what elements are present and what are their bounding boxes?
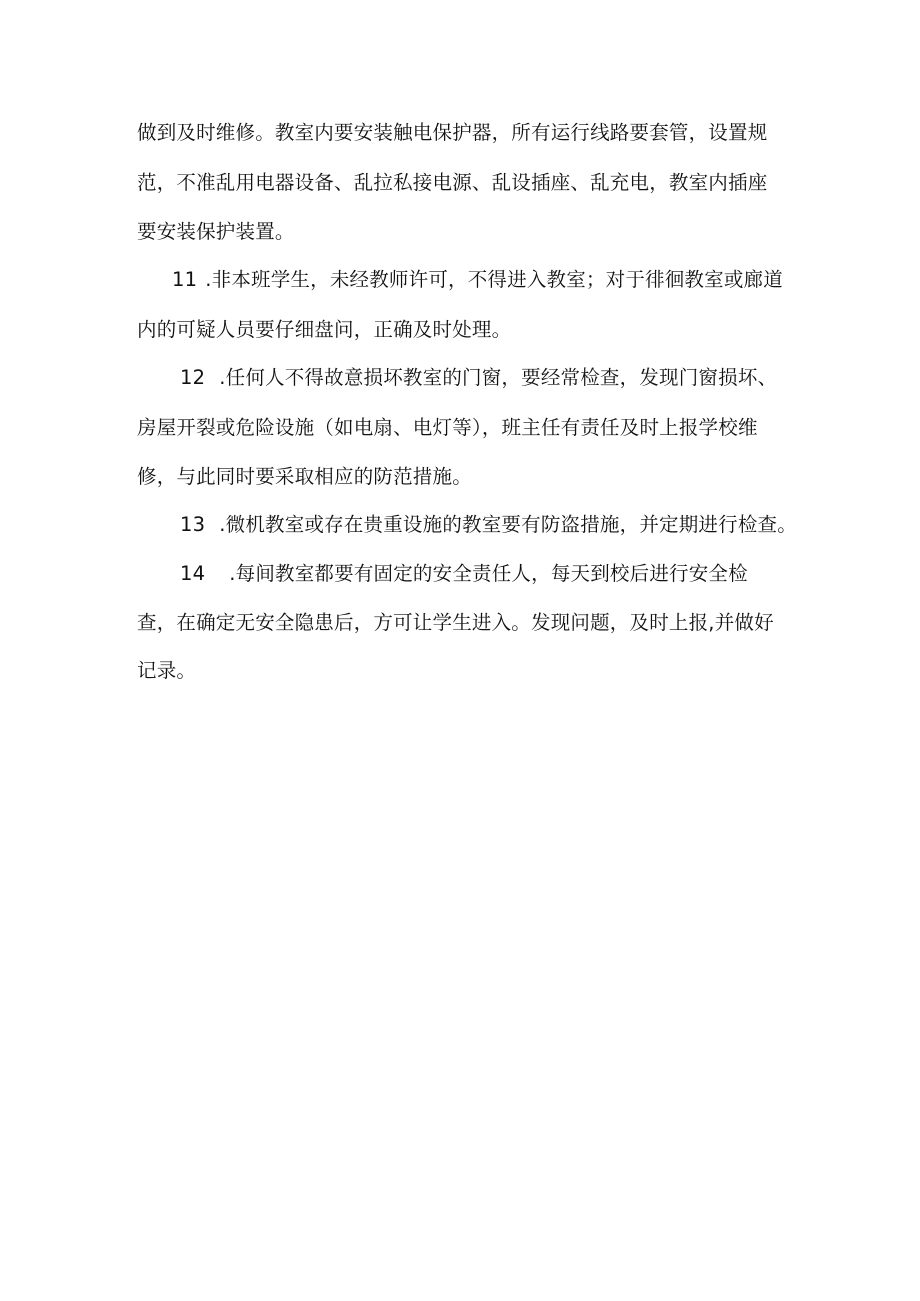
item-11-line-1 [172, 268, 783, 292]
paragraph-1-line-2: 范，不准乱用电器设备、乱拉私接电源、乱设插座、乱充电，教室内插座 [137, 171, 768, 194]
item-14-line-3: 记录。 [137, 659, 197, 682]
item-11-line-2: 内的可疑人员要仔细盘问，正确及时处理。 [137, 318, 512, 341]
item-14-number: 14 [180, 562, 206, 585]
item-14-line-2: 查，在确定无安全隐患后，方可让学生进入。发现问题，及时上报,并做好 [137, 611, 774, 634]
item-14-line-1 [180, 562, 748, 586]
item-12-line-2: 房屋开裂或危险设施（如电扇、电灯等），班主任有责任及时上报学校维 [137, 416, 758, 439]
paragraph-1-line-1: 做到及时维修。教室内要安装触电保护器，所有运行线路要套管，设置规 [137, 121, 768, 144]
item-12-line-1 [180, 366, 777, 390]
item-12-line-3: 修，与此同时要采取相应的防范措施。 [137, 465, 472, 488]
item-13-text: .微机教室或存在贵重设施的教室要有防盗措施，并定期进行检查。 [219, 513, 797, 536]
item-13-line-1 [180, 513, 797, 537]
paragraph-1-line-3: 要安装保护装置。 [137, 220, 295, 243]
item-11-number: 11 [172, 268, 198, 291]
item-14-text: .每间教室都要有固定的安全责任人，每天到校后进行安全检 [229, 562, 748, 585]
item-11-text: .非本班学生，未经教师许可，不得进入教室；对于徘徊教室或廊道 [205, 268, 783, 291]
item-13-number: 13 [180, 513, 206, 536]
item-12-text: .任何人不得故意损坏教室的门窗，要经常检查，发现门窗损坏、 [219, 366, 778, 389]
item-12-number: 12 [180, 366, 206, 389]
